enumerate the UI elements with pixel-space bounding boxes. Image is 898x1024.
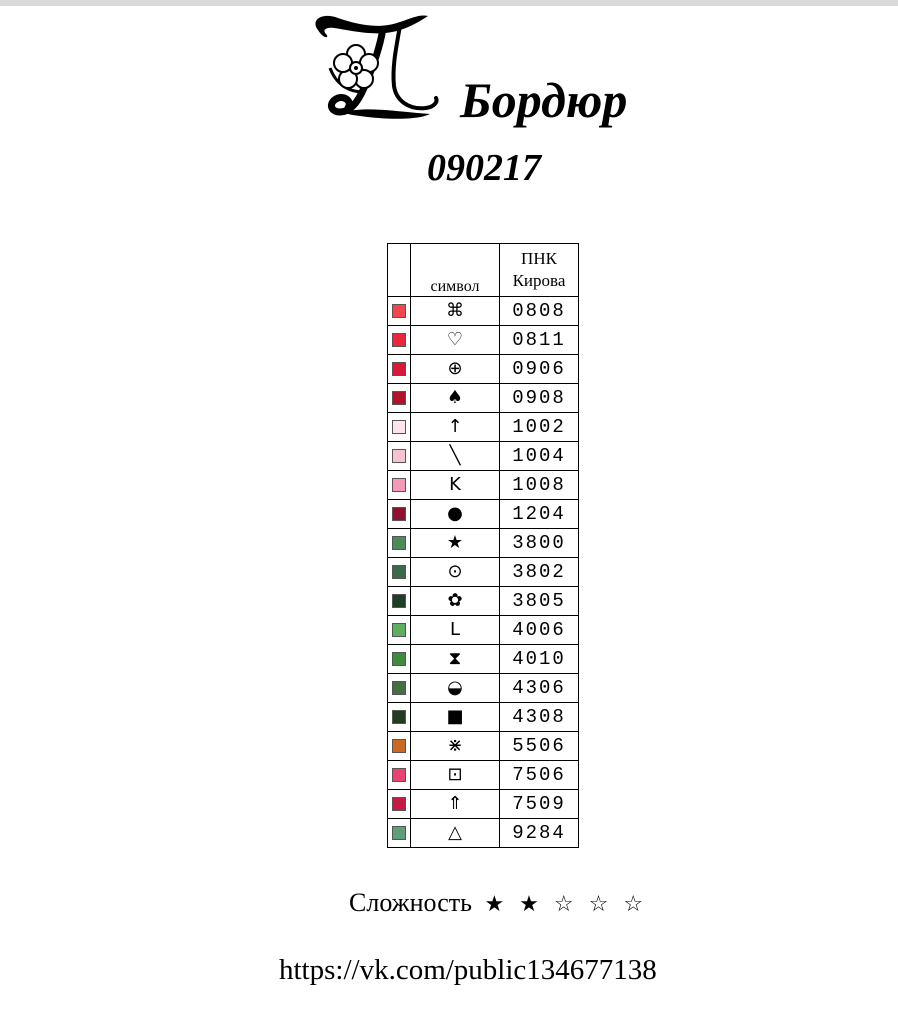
color-swatch-cell: [388, 732, 411, 761]
color-key-rows: [388, 297, 579, 848]
table-row: [388, 703, 579, 732]
color-swatch: [392, 681, 406, 695]
table-row: [388, 645, 579, 674]
color-swatch: [392, 362, 406, 376]
symbol-cell: ●: [411, 500, 500, 529]
table-row: [388, 587, 579, 616]
thread-number-cell: 0908: [500, 384, 579, 413]
thread-number-cell: 3800: [500, 529, 579, 558]
color-swatch: [392, 449, 406, 463]
color-swatch-cell: [388, 297, 411, 326]
thread-number-cell: 0906: [500, 355, 579, 384]
color-swatch-cell: [388, 442, 411, 471]
flower-monogram-logo-icon: [308, 8, 440, 126]
symbol-cell: ♡: [411, 326, 500, 355]
table-row: [388, 790, 579, 819]
table-row: [388, 558, 579, 587]
thread-number-cell: 4306: [500, 674, 579, 703]
thread-number-cell: 1204: [500, 500, 579, 529]
table-row: [388, 761, 579, 790]
symbol-cell: △: [411, 819, 500, 848]
symbol-cell: ♠: [411, 384, 500, 413]
thread-number-cell: 1002: [500, 413, 579, 442]
difficulty-rating: [349, 885, 647, 923]
color-swatch: [392, 652, 406, 666]
color-swatch-cell: [388, 703, 411, 732]
color-swatch: [392, 333, 406, 347]
page-title: Бордюр: [460, 72, 628, 128]
symbol-cell: K: [411, 471, 500, 500]
table-row: [388, 732, 579, 761]
color-swatch: [392, 739, 406, 753]
thread-number-cell: 3805: [500, 587, 579, 616]
symbol-cell: ⧗: [411, 645, 500, 674]
symbol-cell: ⊡: [411, 761, 500, 790]
symbol-cell: ⋇: [411, 732, 500, 761]
thread-number-cell: 1008: [500, 471, 579, 500]
pattern-code: 090217: [427, 147, 541, 189]
color-swatch: [392, 507, 406, 521]
color-swatch: [392, 768, 406, 782]
thread-number-cell: 4006: [500, 616, 579, 645]
color-swatch-cell: [388, 587, 411, 616]
table-row: [388, 674, 579, 703]
color-swatch-cell: [388, 819, 411, 848]
table-row: [388, 471, 579, 500]
thread-number-cell: 1004: [500, 442, 579, 471]
source-url: https://vk.com/public134677138: [279, 954, 657, 986]
color-swatch-cell: [388, 384, 411, 413]
color-swatch-cell: [388, 355, 411, 384]
color-swatch-cell: [388, 761, 411, 790]
color-swatch: [392, 565, 406, 579]
color-swatch-cell: [388, 558, 411, 587]
symbol-column-header: символ: [411, 244, 500, 297]
color-swatch: [392, 826, 406, 840]
thread-number-cell: 5506: [500, 732, 579, 761]
color-swatch-cell: [388, 616, 411, 645]
color-swatch-cell: [388, 500, 411, 529]
color-swatch: [392, 623, 406, 637]
table-row: [388, 297, 579, 326]
table-row: [388, 355, 579, 384]
thread-number-cell: 9284: [500, 819, 579, 848]
color-swatch-cell: [388, 471, 411, 500]
table-row: [388, 326, 579, 355]
symbol-cell: ⊙: [411, 558, 500, 587]
difficulty-stars: ★ ★ ☆ ☆ ☆: [484, 892, 648, 917]
thread-number-cell: 4308: [500, 703, 579, 732]
color-swatch-cell: [388, 645, 411, 674]
symbol-cell: ✿: [411, 587, 500, 616]
thread-number-cell: 4010: [500, 645, 579, 674]
symbol-cell: ⌘: [411, 297, 500, 326]
color-swatch-cell: [388, 326, 411, 355]
color-swatch: [392, 478, 406, 492]
color-column-header: [388, 244, 411, 297]
table-row: [388, 442, 579, 471]
symbol-cell: ◒: [411, 674, 500, 703]
symbol-cell: ↑: [411, 413, 500, 442]
color-swatch-cell: [388, 790, 411, 819]
color-swatch: [392, 536, 406, 550]
thread-number-cell: 7509: [500, 790, 579, 819]
color-swatch-cell: [388, 674, 411, 703]
color-swatch: [392, 594, 406, 608]
table-row: [388, 500, 579, 529]
top-bar: [0, 0, 898, 6]
difficulty-label: Сложность: [349, 888, 472, 917]
color-swatch: [392, 420, 406, 434]
color-swatch: [392, 304, 406, 318]
thread-number-cell: 0808: [500, 297, 579, 326]
color-swatch: [392, 391, 406, 405]
color-swatch-cell: [388, 529, 411, 558]
pnk-header-line2: Кирова: [512, 271, 566, 290]
pnk-header-line1: ПНК: [521, 249, 557, 268]
pnk-column-header: [500, 244, 579, 297]
color-key-table: [387, 243, 579, 848]
color-swatch: [392, 710, 406, 724]
symbol-cell: ★: [411, 529, 500, 558]
color-swatch: [392, 797, 406, 811]
thread-number-cell: 7506: [500, 761, 579, 790]
symbol-cell: L: [411, 616, 500, 645]
table-row: [388, 529, 579, 558]
table-row: [388, 384, 579, 413]
table-row: [388, 616, 579, 645]
thread-number-cell: 0811: [500, 326, 579, 355]
symbol-cell: ⇑: [411, 790, 500, 819]
color-swatch-cell: [388, 413, 411, 442]
table-row: [388, 819, 579, 848]
table-header-row: [388, 244, 579, 297]
thread-number-cell: 3802: [500, 558, 579, 587]
symbol-cell: ╲: [411, 442, 500, 471]
symbol-cell: ⊕: [411, 355, 500, 384]
symbol-cell: ■: [411, 703, 500, 732]
table-row: [388, 413, 579, 442]
